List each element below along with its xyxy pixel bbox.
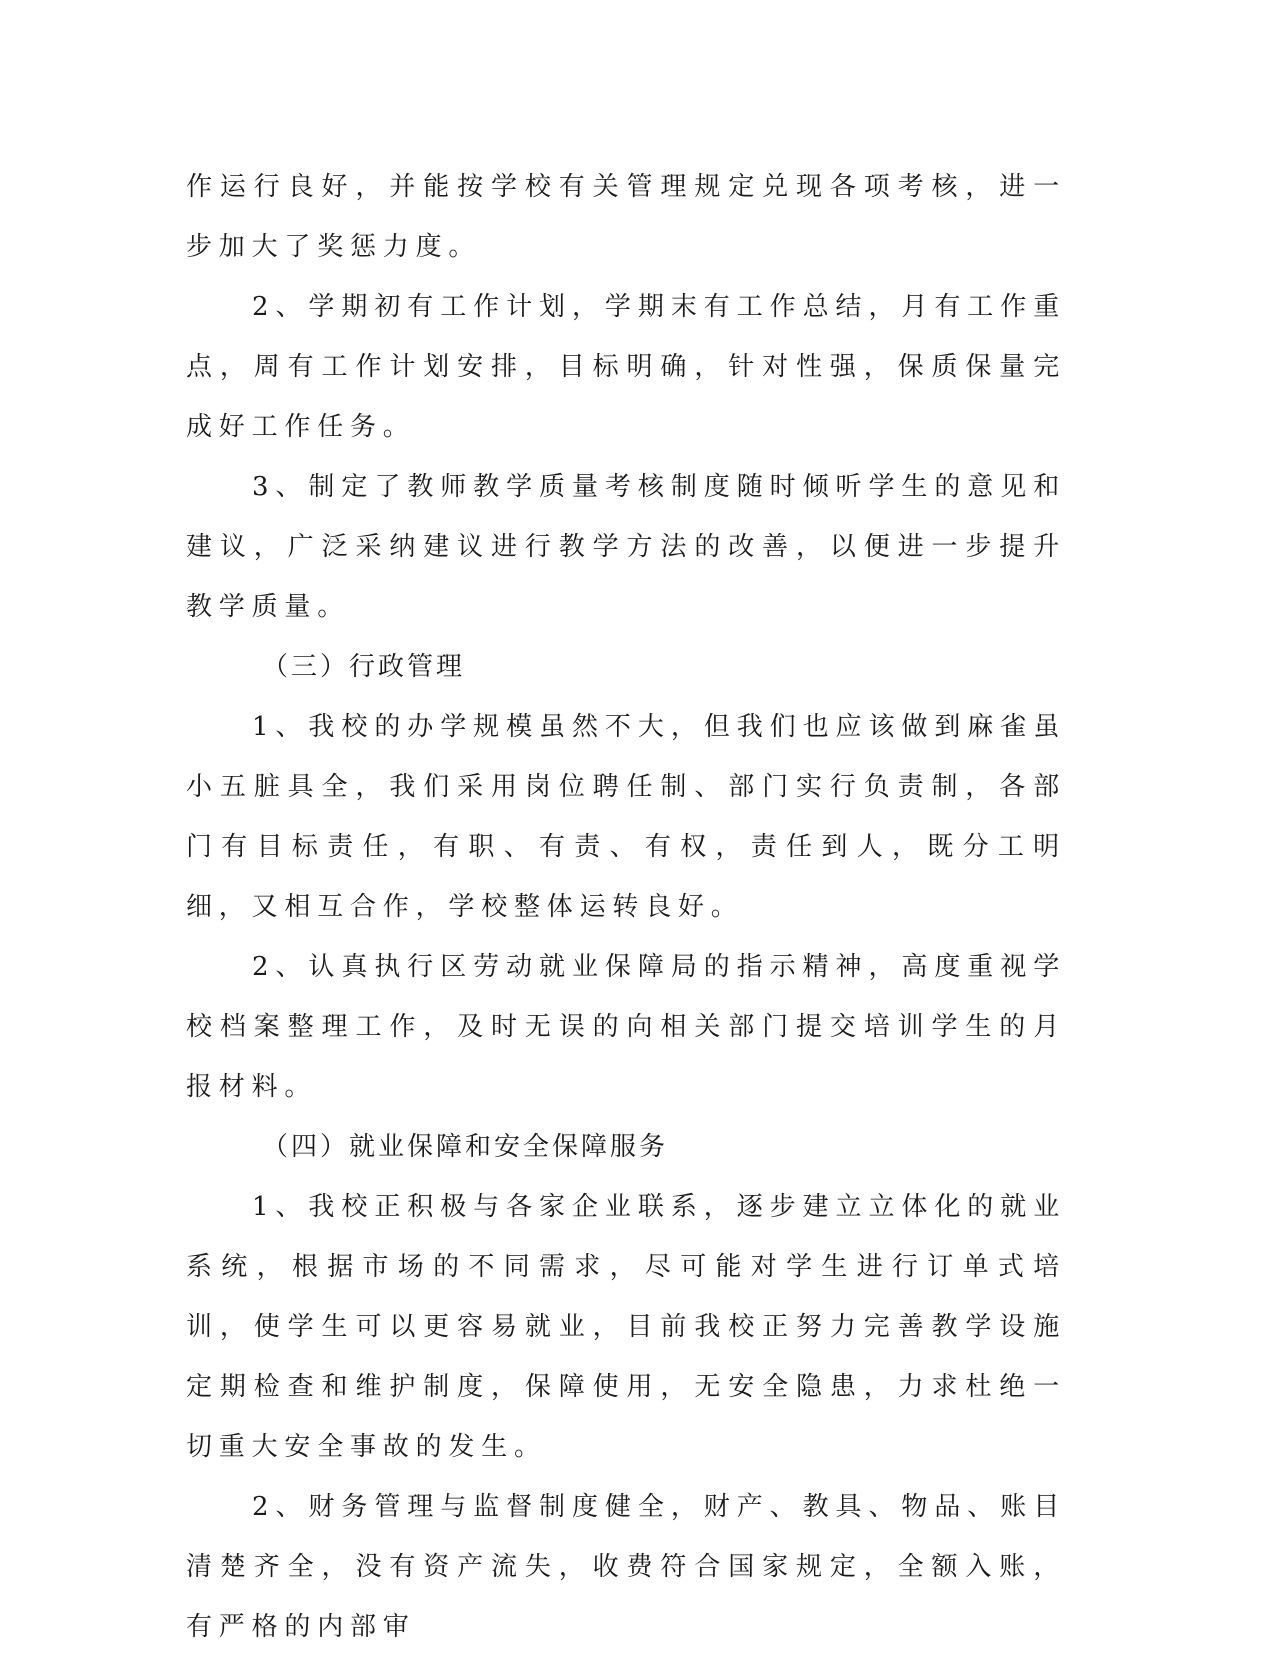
paragraph-item-2-finance: 2、财务管理与监督制度健全，财产、教具、物品、账目清楚齐全，没有资产流失，收费符合国家规定，全额入账，有严格的内部审: [186, 1492, 1066, 1642]
paragraph-item-2-archives: 2、认真执行区劳动就业保障局的指示精神，高度重视学校档案整理工作，及时无误的向相关部门提交培训学生的月报材料。: [186, 952, 1066, 1102]
document-body: [186, 157, 1066, 1657]
paragraph-item-3-quality: 3、制定了教师教学质量考核制度随时倾听学生的意见和建议，广泛采纳建议进行教学方法的改善，以便进一步提升教学质量。: [186, 472, 1066, 622]
section-heading-administration: （三）行政管理: [262, 652, 466, 682]
paragraph-item-1-scale: 1、我校的办学规模虽然不大，但我们也应该做到麻雀虽小五脏具全，我们采用岗位聘任制、部门实行负责制，各部门有目标责任，有职、有责、有权，责任到人，既分工明细，又相互合作，学校整体运转良好。: [186, 712, 1066, 922]
paragraph-item-2-plan: 2、学期初有工作计划，学期末有工作总结，月有工作重点，周有工作计划安排，目标明确，针对性强，保质保量完成好工作任务。: [186, 292, 1066, 442]
paragraph-item-1-employment: 1、我校正积极与各家企业联系，逐步建立立体化的就业系统，根据市场的不同需求，尽可能对学生进行订单式培训，使学生可以更容易就业，目前我校正努力完善教学设施定期检查和维护制度，保障使用，无安全隐患，力求杜绝一切重大安全事故的发生。: [186, 1192, 1066, 1462]
section-heading-employment-safety: （四）就业保障和安全保障服务: [262, 1132, 669, 1162]
paragraph-continuation: 作运行良好，并能按学校有关管理规定兑现各项考核，进一步加大了奖惩力度。: [186, 172, 1066, 262]
